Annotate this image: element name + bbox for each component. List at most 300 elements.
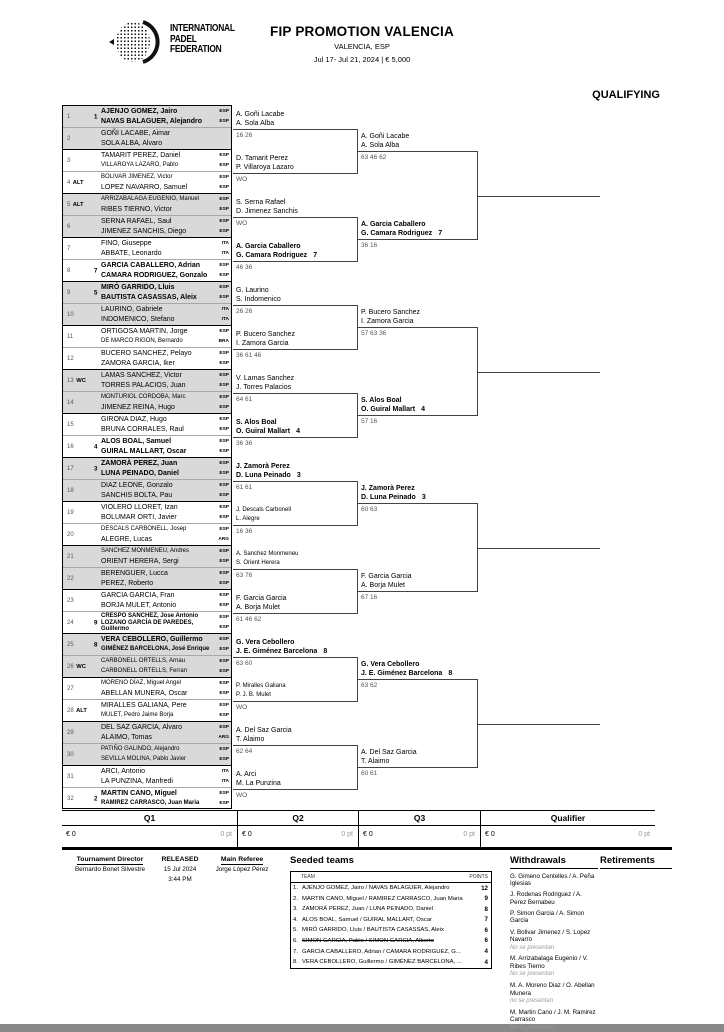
- seed-number: 7: [94, 267, 98, 274]
- player-name: ALEGRE, Lucas: [101, 535, 152, 543]
- winner-name: A. Borja Mulet: [236, 604, 280, 611]
- player-names: [101, 261, 214, 281]
- country-code: ESP: [219, 351, 229, 356]
- team-row: [63, 590, 231, 612]
- round-prize-strip: [62, 810, 655, 847]
- qualifier-line: [478, 724, 600, 725]
- seeded-points: 8: [484, 905, 488, 913]
- player-names: [101, 239, 214, 259]
- team-row: [63, 766, 231, 788]
- seed-number: 4: [421, 406, 425, 413]
- seeded-team-row: [291, 894, 491, 905]
- player-names: [101, 305, 214, 325]
- country-code: ESP: [219, 580, 229, 586]
- entry-number: 5 ALT: [67, 201, 84, 208]
- country-code: ESP: [219, 624, 229, 630]
- entry-number: 1: [67, 113, 71, 120]
- country-code: ITA: [221, 241, 229, 246]
- team-row: [63, 392, 231, 414]
- seeded-points: 9: [484, 895, 488, 903]
- seeded-team: AJENJO GOMEZ, Jairo / NAVAS BALAGUER, Alejandro: [302, 885, 450, 891]
- match-score: 46 36: [236, 264, 253, 271]
- player-name: ALOS BOAL, Samuel: [101, 438, 172, 445]
- team-row: [63, 194, 231, 216]
- country-code: BRA: [218, 338, 229, 344]
- player-name: CARBONELL ORTELLS, Ferran: [101, 667, 188, 674]
- seed-number: 5: [94, 289, 98, 296]
- team-row: [63, 458, 231, 480]
- country-codes: [219, 349, 229, 369]
- winner-name: D. Luna Peinado 3: [236, 472, 301, 479]
- winner-name: A. Borja Mulet: [361, 582, 405, 589]
- entry-number: 32: [67, 796, 74, 802]
- team-row: [63, 260, 231, 282]
- country-codes: [222, 305, 229, 325]
- match-score: 63 62: [361, 682, 378, 689]
- country-code: ESP: [219, 571, 229, 576]
- country-code: ESP: [219, 219, 229, 224]
- q2-entry: [233, 242, 358, 262]
- country-code: ESP: [219, 263, 229, 268]
- player-name: MIRALLES GALIANA, Pere: [101, 702, 187, 709]
- country-code: ESP: [219, 593, 229, 598]
- player-names: [101, 613, 214, 633]
- country-code: ESP: [219, 109, 229, 114]
- q3-entry: [358, 748, 478, 768]
- match-score: 61 46 62: [236, 616, 262, 623]
- player-name: GARCIA GARCIA, Fran: [101, 592, 175, 599]
- player-names: [101, 569, 214, 589]
- country-code: ESP: [219, 756, 229, 762]
- match-score: 63 76: [236, 572, 253, 579]
- match-score: 62 64: [236, 748, 253, 755]
- player-name: LOPEZ NAVARRO, Samuel: [101, 183, 188, 191]
- federation-name: INTERNATIONAL PADEL FEDERATION: [170, 23, 235, 55]
- winner-name: P. Villaroya Lazaro: [236, 164, 294, 171]
- player-name: SANCHEZ MONMENEU, Andres: [101, 548, 190, 554]
- winner-name: F. Garcia Garcia: [361, 573, 412, 580]
- player-name: FINO, Giuseppe: [101, 240, 152, 247]
- q3-prize: € 0: [363, 831, 373, 838]
- match-score: 16 36: [236, 528, 253, 535]
- entry-number: 24: [67, 619, 74, 626]
- entry-number: 28 ALT: [67, 707, 87, 714]
- seeded-team: ALOS BOAL, Samuel / GUIRAL MALLART, Oscar: [302, 916, 432, 923]
- player-name: BOLIVAR JIMENEZ, Victor: [101, 174, 173, 180]
- winner-name: J. E. Giménez Barcelona 8: [361, 670, 453, 677]
- player-names: [101, 371, 214, 391]
- country-code: ESP: [219, 527, 229, 532]
- seeded-rank: 8.: [293, 959, 298, 966]
- player-names: [101, 503, 214, 523]
- country-code: ESP: [219, 417, 229, 422]
- country-codes: [219, 327, 229, 347]
- seeded-points: 7: [484, 916, 488, 924]
- player-names: [101, 767, 214, 787]
- player-name: ABBATE, Leonardo: [101, 249, 162, 257]
- entry-number: 22: [67, 575, 74, 582]
- team-row: [63, 744, 231, 766]
- match-score: 60 61: [361, 770, 378, 777]
- withdrawal-team: G. Gimeno Centelles / A. Peña Iglesias: [510, 872, 595, 888]
- team-row: [63, 172, 231, 194]
- q2-entry: [233, 198, 358, 218]
- player-names: [101, 129, 214, 149]
- match-score: 36 16: [361, 242, 378, 249]
- country-code: ITA: [221, 778, 229, 784]
- bracket-connector: [357, 130, 358, 174]
- seed-number: 2: [94, 795, 98, 803]
- country-codes: [219, 217, 229, 237]
- match-score: 57 16: [361, 418, 378, 425]
- winner-name: G. Vera Cebollero: [361, 661, 420, 668]
- seeded-team: VERA CEBOLLERO, Guillermo / GIMÉNEZ BARCELONA, ...: [302, 959, 462, 966]
- entry-number: 26 WC: [67, 663, 86, 670]
- withdrawal-team: J. Rodenas Rodriguez / A. Perez Bernabeu: [510, 891, 582, 906]
- q2-entry: [233, 682, 358, 702]
- team-row: [63, 282, 231, 304]
- player-names: [101, 679, 214, 699]
- team-row: [63, 502, 231, 524]
- country-code: ESP: [219, 153, 229, 158]
- seeded-rank: 4.: [293, 916, 298, 923]
- country-code: ESP: [219, 483, 229, 488]
- player-name: MIRÓ GARRIDO, Lluis: [101, 284, 175, 291]
- winner-name: A. Goñi Lacabe: [361, 133, 410, 140]
- player-name: TORRES PALACIOS, Juan: [101, 381, 186, 389]
- player-names: [101, 701, 214, 721]
- entry-tag: ALT: [74, 707, 87, 714]
- player-name: MULET, Pedro Jaime Borja: [101, 711, 174, 718]
- q3-points: 0 pt: [463, 831, 475, 838]
- winner-name: T. Alaimo: [361, 758, 390, 765]
- winner-name: P. Miralles Galiana: [236, 683, 286, 689]
- winner-name: S. Orient Herera: [236, 560, 280, 566]
- entry-number: 14: [67, 399, 74, 406]
- player-name: MONTURIOL CORDOBA, Marc: [101, 394, 186, 400]
- player-name: VILLAROYA LAZARO, Pablo: [101, 161, 178, 168]
- seed-number: 7: [438, 230, 443, 237]
- retirements-section: [600, 855, 672, 869]
- player-name: BAUTISTA CASASSAS, Aleix: [101, 293, 197, 301]
- player-name: BUCERO SANCHEZ, Pelayo: [101, 350, 192, 357]
- country-code: ESP: [219, 461, 229, 466]
- entry-number: 31: [67, 773, 74, 780]
- withdrawal-team: P. Simon Garcia / A. Simon Garcia: [510, 909, 585, 925]
- team-row: [63, 700, 231, 722]
- entry-tag: ALT: [71, 201, 84, 208]
- withdrawal-note: No se presentan: [510, 1024, 555, 1031]
- team-row: [63, 128, 231, 150]
- player-name: BORJA MULET, Antonio: [101, 601, 177, 609]
- player-name: VERA CEBOLLERO, Guillermo: [101, 636, 203, 643]
- bracket-connector: [357, 658, 358, 702]
- country-code: ITA: [221, 307, 229, 312]
- winner-name: P. J. B. Mulet: [236, 692, 271, 698]
- player-name: ORTIGOSA MARTIN, Jorge: [101, 328, 188, 335]
- seeded-points: 4: [484, 948, 488, 956]
- winner-name: J. E. Giménez Barcelona 8: [236, 648, 328, 655]
- player-name: RIBES TIERNO, Victor: [101, 205, 172, 213]
- player-names: [101, 195, 214, 215]
- winner-name: J. Descals Carbonell: [236, 507, 292, 513]
- player-name: LOZANO GARCÍA DE PAREDES,: [101, 619, 194, 626]
- withdrawal-team: M. Arrizabalaga Eugenio / V. Ribes Tierno: [510, 955, 588, 970]
- country-codes: [222, 239, 229, 259]
- winner-name: I. Zamora Garcia: [236, 340, 289, 347]
- player-names: [101, 173, 214, 193]
- match-score: 67 16: [361, 594, 378, 601]
- team-row: [63, 480, 231, 502]
- player-name: TAMARIT PEREZ, Daniel: [101, 152, 181, 159]
- player-name: ORIENT HERERA, Sergi: [101, 557, 179, 565]
- player-name: Guillermo: [101, 626, 130, 633]
- entry-number: 27: [67, 685, 74, 692]
- player-name: GUIRAL MALLART, Oscar: [101, 447, 187, 455]
- player-name: LAURINO, Gabriele: [101, 306, 163, 313]
- entry-number: 17: [67, 465, 74, 472]
- country-codes: [219, 789, 229, 809]
- team-row: [63, 348, 231, 370]
- withdrawal-note: no se presentan: [510, 998, 554, 1005]
- country-code: ITA: [221, 250, 229, 256]
- country-codes: [219, 437, 229, 457]
- player-name: NAVAS BALAGUER, Alejandro: [101, 117, 202, 125]
- country-code: ESP: [219, 294, 229, 300]
- seeded-rank: 5.: [293, 927, 298, 934]
- country-codes: [218, 525, 229, 545]
- country-code: ESP: [219, 373, 229, 378]
- player-name: DEL SAZ GARCIA, Alvaro: [101, 724, 183, 731]
- seeded-team-row: [291, 947, 491, 958]
- player-name: MORENO DÍAZ, Miguel Angel: [101, 680, 182, 686]
- round-label-qualifier: Qualifier: [481, 811, 655, 826]
- country-codes: [218, 723, 229, 743]
- match-score: 64 61: [236, 396, 253, 403]
- country-code: ESP: [219, 602, 229, 608]
- player-name: JIMENEZ SANCHIS, Diego: [101, 227, 187, 235]
- winner-name: A. Sola Alba: [361, 142, 400, 149]
- match-score: WO: [236, 792, 248, 799]
- team-row: [63, 304, 231, 326]
- entry-number: 29: [67, 729, 74, 736]
- entry-number: 10: [67, 311, 74, 318]
- match-score: 63 46 62: [361, 154, 387, 161]
- country-code: ESP: [219, 228, 229, 234]
- country-codes: [219, 679, 229, 699]
- country-codes: [219, 151, 229, 171]
- main-referee-name: Jorge López Pérez: [215, 866, 269, 873]
- winner-name: O. Guiral Mallart 4: [361, 406, 425, 413]
- player-name: SERNA RAFAEL, Saul: [101, 218, 172, 225]
- player-names: [101, 525, 214, 545]
- qualifier-line: [478, 372, 600, 373]
- player-name: CAMARA RODRIGUEZ, Gonzalo: [101, 271, 208, 279]
- player-name: PEREZ, Roberto: [101, 579, 154, 587]
- match-score: 60 63: [361, 506, 378, 513]
- entry-number: 18: [67, 487, 74, 494]
- q3-entry: [358, 396, 478, 416]
- qualifier-points: 0 pt: [638, 831, 650, 838]
- q3-entry: [358, 308, 478, 328]
- team-row: [63, 150, 231, 172]
- q3-entry: [358, 572, 478, 592]
- player-names: [101, 437, 214, 457]
- country-code: ESP: [219, 184, 229, 190]
- q2-entry: [233, 374, 358, 394]
- team-row: [63, 722, 231, 744]
- player-name: GIMÉNEZ BARCELONA, José Enrique: [101, 645, 210, 652]
- winner-name: A. Sola Alba: [236, 120, 275, 127]
- seed-number: 4: [94, 443, 98, 450]
- player-name: PATIÑO GALINDO, Alejandro: [101, 746, 180, 752]
- team-row: [63, 612, 231, 634]
- player-name: DE MARCO RIGON, Bernardo: [101, 337, 183, 344]
- team-row: [63, 656, 231, 678]
- player-name: SEVILLA MOLINA, Pablo Javier: [101, 755, 187, 762]
- country-code: ESP: [219, 747, 229, 752]
- entry-number: 6: [67, 223, 71, 230]
- player-name: GARCIA CABALLERO, Adrian: [101, 262, 201, 269]
- tournament-director-name: Bernardo Bonet Silvestre: [74, 866, 145, 873]
- entry-number: 8: [67, 267, 71, 274]
- q2-entry: [233, 594, 358, 614]
- player-name: RAMIREZ CARRASCO, Juan Maria: [101, 799, 200, 806]
- match-score: 61 61: [236, 484, 253, 491]
- seed-number: 8: [94, 641, 98, 648]
- player-names: [101, 151, 214, 171]
- entry-number: 30: [67, 751, 74, 758]
- country-code: ESP: [219, 646, 229, 652]
- player-name: ZAMORA GARCIA, Iker: [101, 359, 175, 367]
- entry-number: 21: [67, 553, 74, 560]
- country-code: ESP: [219, 426, 229, 432]
- bracket-connector: [357, 306, 358, 350]
- seeded-team: SIMON GARCIA, Pablo / SIMON GARCIA, Alberto: [302, 937, 434, 944]
- country-codes: [219, 415, 229, 435]
- qualifier-line: [478, 196, 600, 197]
- player-names: [101, 393, 214, 413]
- entry-number: 16: [67, 443, 74, 450]
- entry-number: 2: [67, 135, 71, 142]
- winner-name: A. Goñi Lacabe: [236, 111, 285, 118]
- match-score: 16 26: [236, 132, 253, 139]
- tournament-dates-prize: Jul 17- Jul 21, 2024 | € 5,000: [313, 55, 411, 64]
- seeded-rank: 2.: [293, 895, 298, 902]
- player-names: [101, 723, 214, 743]
- country-code: ESP: [219, 162, 229, 168]
- country-code: ESP: [219, 514, 229, 520]
- winner-name: D. Luna Peinado 3: [361, 494, 426, 501]
- winner-name: S. Indomenico: [236, 296, 281, 303]
- country-code: ESP: [219, 492, 229, 498]
- seeded-team-row: [291, 957, 491, 968]
- team-row: [63, 678, 231, 700]
- entry-number: 11: [67, 333, 74, 340]
- player-name: GIRONA DIAZ, Hugo: [101, 416, 167, 423]
- q3-entry: [358, 660, 478, 680]
- player-names: [101, 327, 214, 347]
- entry-number: 12: [67, 355, 74, 362]
- player-names: [101, 789, 214, 809]
- seeded-team: ZAMORÁ PEREZ, Juan / LUNA PEINADO, Daniel: [302, 906, 433, 913]
- player-names: [101, 481, 214, 501]
- country-codes: [219, 635, 229, 655]
- country-code: ESP: [219, 712, 229, 718]
- entry-number: 7: [67, 245, 71, 252]
- country-code: ESP: [219, 272, 229, 278]
- country-code: ESP: [219, 505, 229, 510]
- winner-name: J. Torres Palacios: [236, 384, 292, 391]
- player-names: [101, 657, 214, 677]
- country-code: ESP: [219, 175, 229, 180]
- q2-entry: [233, 418, 358, 438]
- q2-entry: [233, 110, 358, 130]
- country-code: ESP: [219, 637, 229, 642]
- q2-entry: [233, 726, 358, 746]
- country-code: ESP: [219, 615, 229, 620]
- country-code: ESP: [219, 470, 229, 476]
- bracket-connector: [357, 482, 358, 526]
- player-name: BERENGUER, Lucca: [101, 570, 168, 577]
- seeded-team-row: [291, 925, 491, 936]
- winner-name: J. Zamorà Perez: [361, 485, 415, 492]
- round-label-q1: Q1: [62, 811, 237, 826]
- q3-entry: [358, 132, 478, 152]
- player-name: AJENJO GOMEZ, Jairo: [101, 108, 178, 115]
- main-referee-label: Main Referee: [220, 856, 264, 863]
- winner-name: G. Laurino: [236, 287, 269, 294]
- winner-name: G. Vera Cebollero: [236, 639, 295, 646]
- player-name: BRUNA CORRALES, Raul: [101, 425, 184, 433]
- team-row: [63, 634, 231, 656]
- country-code: ESP: [219, 725, 229, 730]
- winner-name: A. Del Saz Garcia: [361, 749, 417, 756]
- seed-number: 8: [448, 670, 453, 677]
- player-name: BOLUMAR ORTI, Javier: [101, 513, 177, 521]
- seed-number: 7: [313, 252, 318, 259]
- country-code: ESP: [219, 549, 229, 554]
- withdrawal-team: V. Bolivar Jimenez / S. Lopez Navarro: [510, 928, 591, 944]
- team-row: [63, 326, 231, 348]
- player-name: ARCI, Antonio: [101, 768, 145, 775]
- q2-entry: [233, 330, 358, 350]
- winner-name: A. Arci: [236, 771, 257, 778]
- player-name: SANCHIS BOLTA, Pau: [101, 491, 173, 499]
- country-codes: [219, 195, 229, 215]
- tournament-location: VALENCIA, ESP: [334, 42, 390, 51]
- winner-name: D. Jimenez Sanchis: [236, 208, 298, 215]
- country-code: ESP: [219, 439, 229, 444]
- entry-number: 15: [67, 421, 74, 428]
- player-name: ZAMORÀ PEREZ, Juan: [101, 460, 178, 467]
- match-score: WO: [236, 704, 248, 711]
- seeded-team: MARTIN CANO, Miguel / RAMIREZ CARRASCO, Juan Maria: [302, 895, 463, 902]
- country-code: ITA: [221, 769, 229, 774]
- team-row: [63, 788, 231, 810]
- country-codes: [219, 261, 229, 281]
- seeded-rank: 1.: [293, 885, 298, 891]
- seed-number: 8: [323, 648, 328, 655]
- entry-tag: ALT: [71, 179, 84, 186]
- country-code: ESP: [219, 197, 229, 202]
- country-code: ESP: [219, 668, 229, 674]
- q2-entry: [233, 506, 358, 526]
- team-row: [63, 524, 231, 546]
- entry-number: 25: [67, 641, 74, 648]
- country-codes: [219, 283, 229, 303]
- match-score: 57 63 36: [361, 330, 387, 337]
